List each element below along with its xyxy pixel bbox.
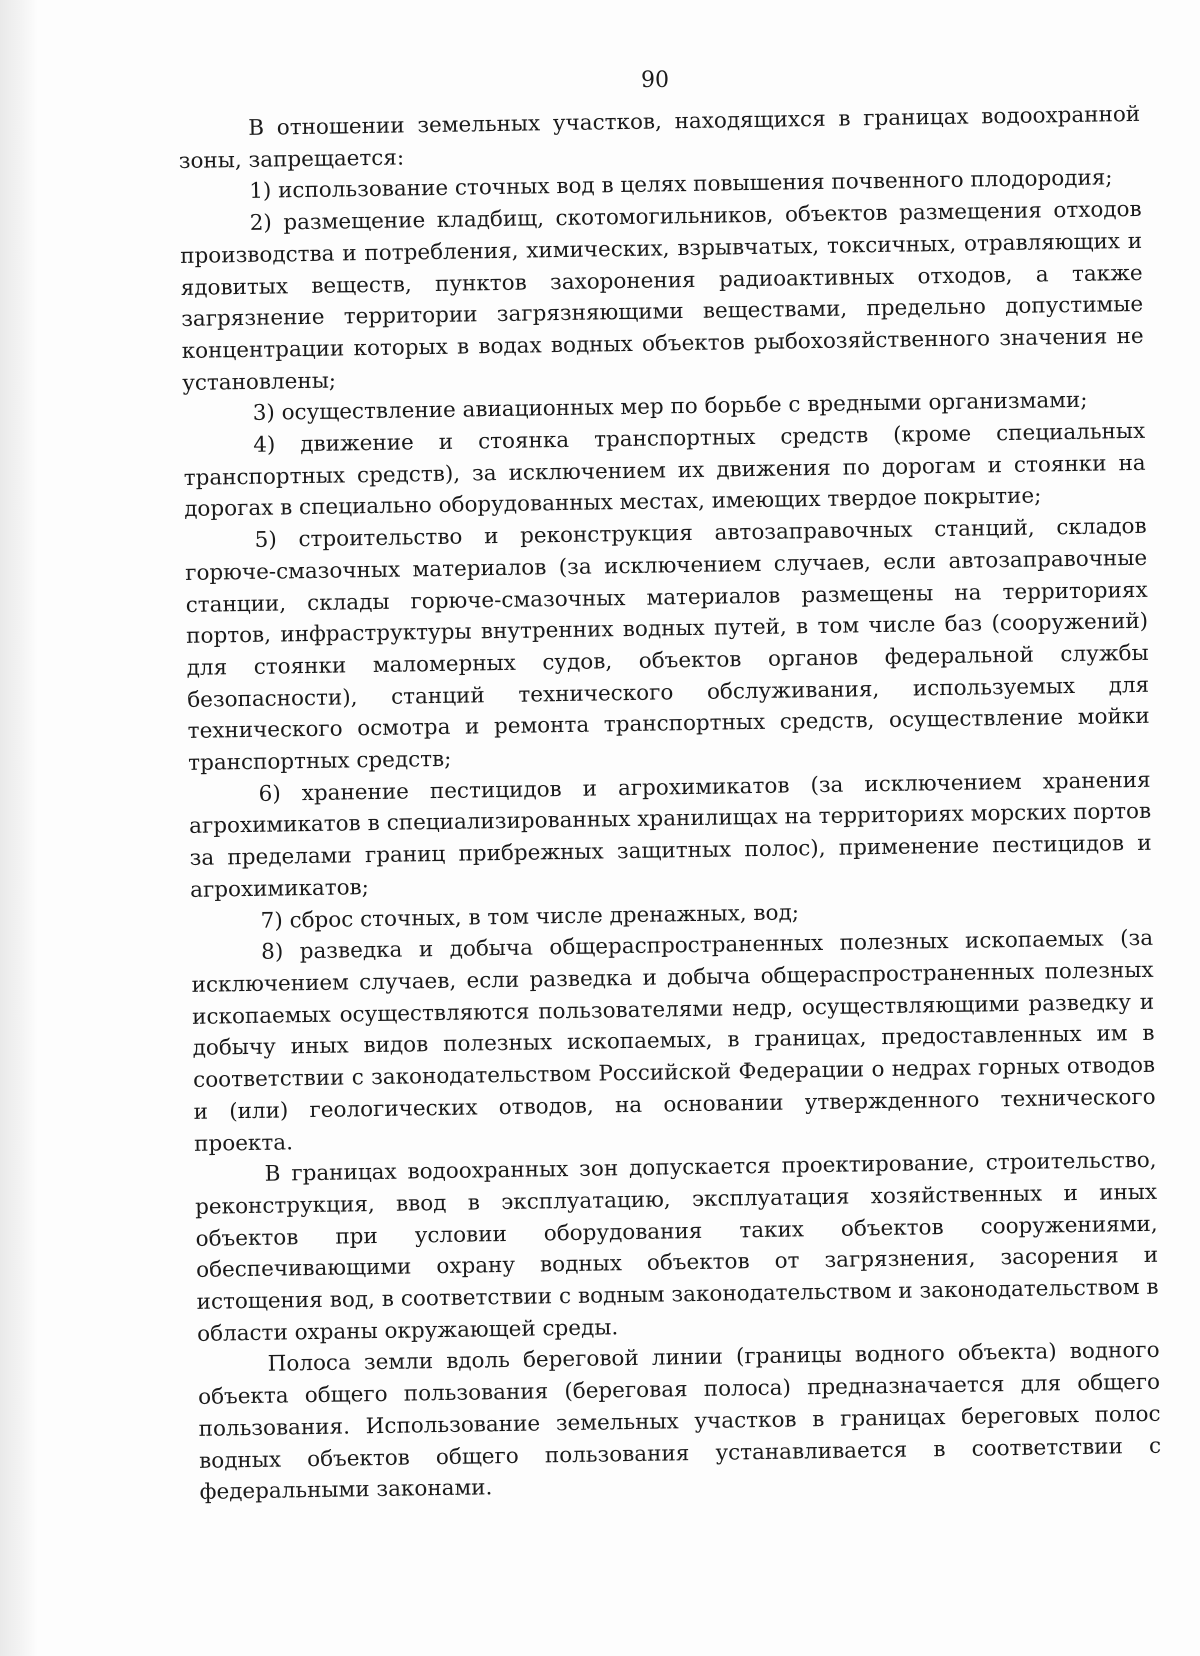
document-body: [178, 99, 1162, 1509]
paragraph-item-4: 4) движение и стоянка транспортных средств (кроме специальных транспортных средств), за исключением их движения по дорогам и стоянки на дорогах в специально оборудованных местах, имеющих твердое покрытие;: [183, 418, 1146, 523]
paragraph-item-1: 1) использование сточных вод в целях повышения почвенного плодородия;: [249, 165, 1113, 205]
paragraph-item-6: 6) хранение пестицидов и агрохимикатов (за исключением хранения агрохимикатов в специализированных хранилищах на территориях морских портов за пределами границ прибрежных защитных полос), применение пестицидов и агрохимикатов;: [189, 767, 1152, 903]
paragraph-item-8: 8) разведка и добыча общераспространенных полезных ископаемых (за исключением случаев, если разведка и добыча общераспространенных полезных ископаемых осуществляются пользователями недр, осуществляющими разведку и добычу иных видов полезных ископаемых, в границах, предоставленных им в соответствии с законодательством Российской Федерации о недрах горных отводов и (или) геологических отводов, на основании утвержденного технического проекта.: [191, 926, 1156, 1157]
paragraph-item-5: 5) строительство и реконструкция автозаправочных станций, складов горюче-смазочных материалов (за исключением случаев, если автозаправочные станции, склады горюче-смазочных материалов размещены на территориях портов, инфраструктуры внутренних водных путей, в том числе баз (сооружений) для стоянки маломерных судов, объектов органов федеральной службы безопасности), станций технического обслуживания, используемых для технического осмотра и ремонта транспортных средств, осуществление мойки транспортных средств;: [185, 513, 1150, 776]
paragraph-item-7: 7) сброс сточных, в том числе дренажных, вод;: [260, 899, 800, 934]
page-number: 90: [641, 68, 669, 93]
scan-edge: [0, 0, 38, 1656]
paragraph-permitted-activities: В границах водоохранных зон допускается проектирование, строительство, реконструкция, ввод в эксплуатацию, эксплуатация хозяйственных и иных объектов при условии оборудования таких объектов сооружениями, обеспечивающими охрану водных объектов от загрязнения, засорения и истощения вод, в соответствии с водным законодательством и законодательством в области охраны окружающей среды.: [194, 1147, 1159, 1347]
paragraph-item-3: 3) осуществление авиационных мер по борьбе с вредными организмами;: [252, 388, 1088, 427]
paragraph-item-2: 2) размещение кладбищ, скотомогильников, объектов размещения отходов производства и потребления, химических, взрывчатых, токсичных, отравляющих и ядовитых веществ, пунктов захоронения радиоактивных отходов, а также загрязнение территории загрязняющими веществами, предельно допустимые концентрации которых в водах водных объектов рыбохозяйственного значения не установлены;: [180, 196, 1144, 396]
paragraph-shore-strip: Полоса земли вдоль береговой линии (границы водного объекта) водного объекта общего пользования (береговая полоса) предназначается для общего пользования. Использование земельных участков в границах береговых полос водных объектов общего пользования устанавливается в соответствии с федеральными законами.: [197, 1338, 1162, 1506]
paragraph-intro: В отношении земельных участков, находящихся в границах водоохранной зоны, запрещается:: [178, 101, 1141, 174]
